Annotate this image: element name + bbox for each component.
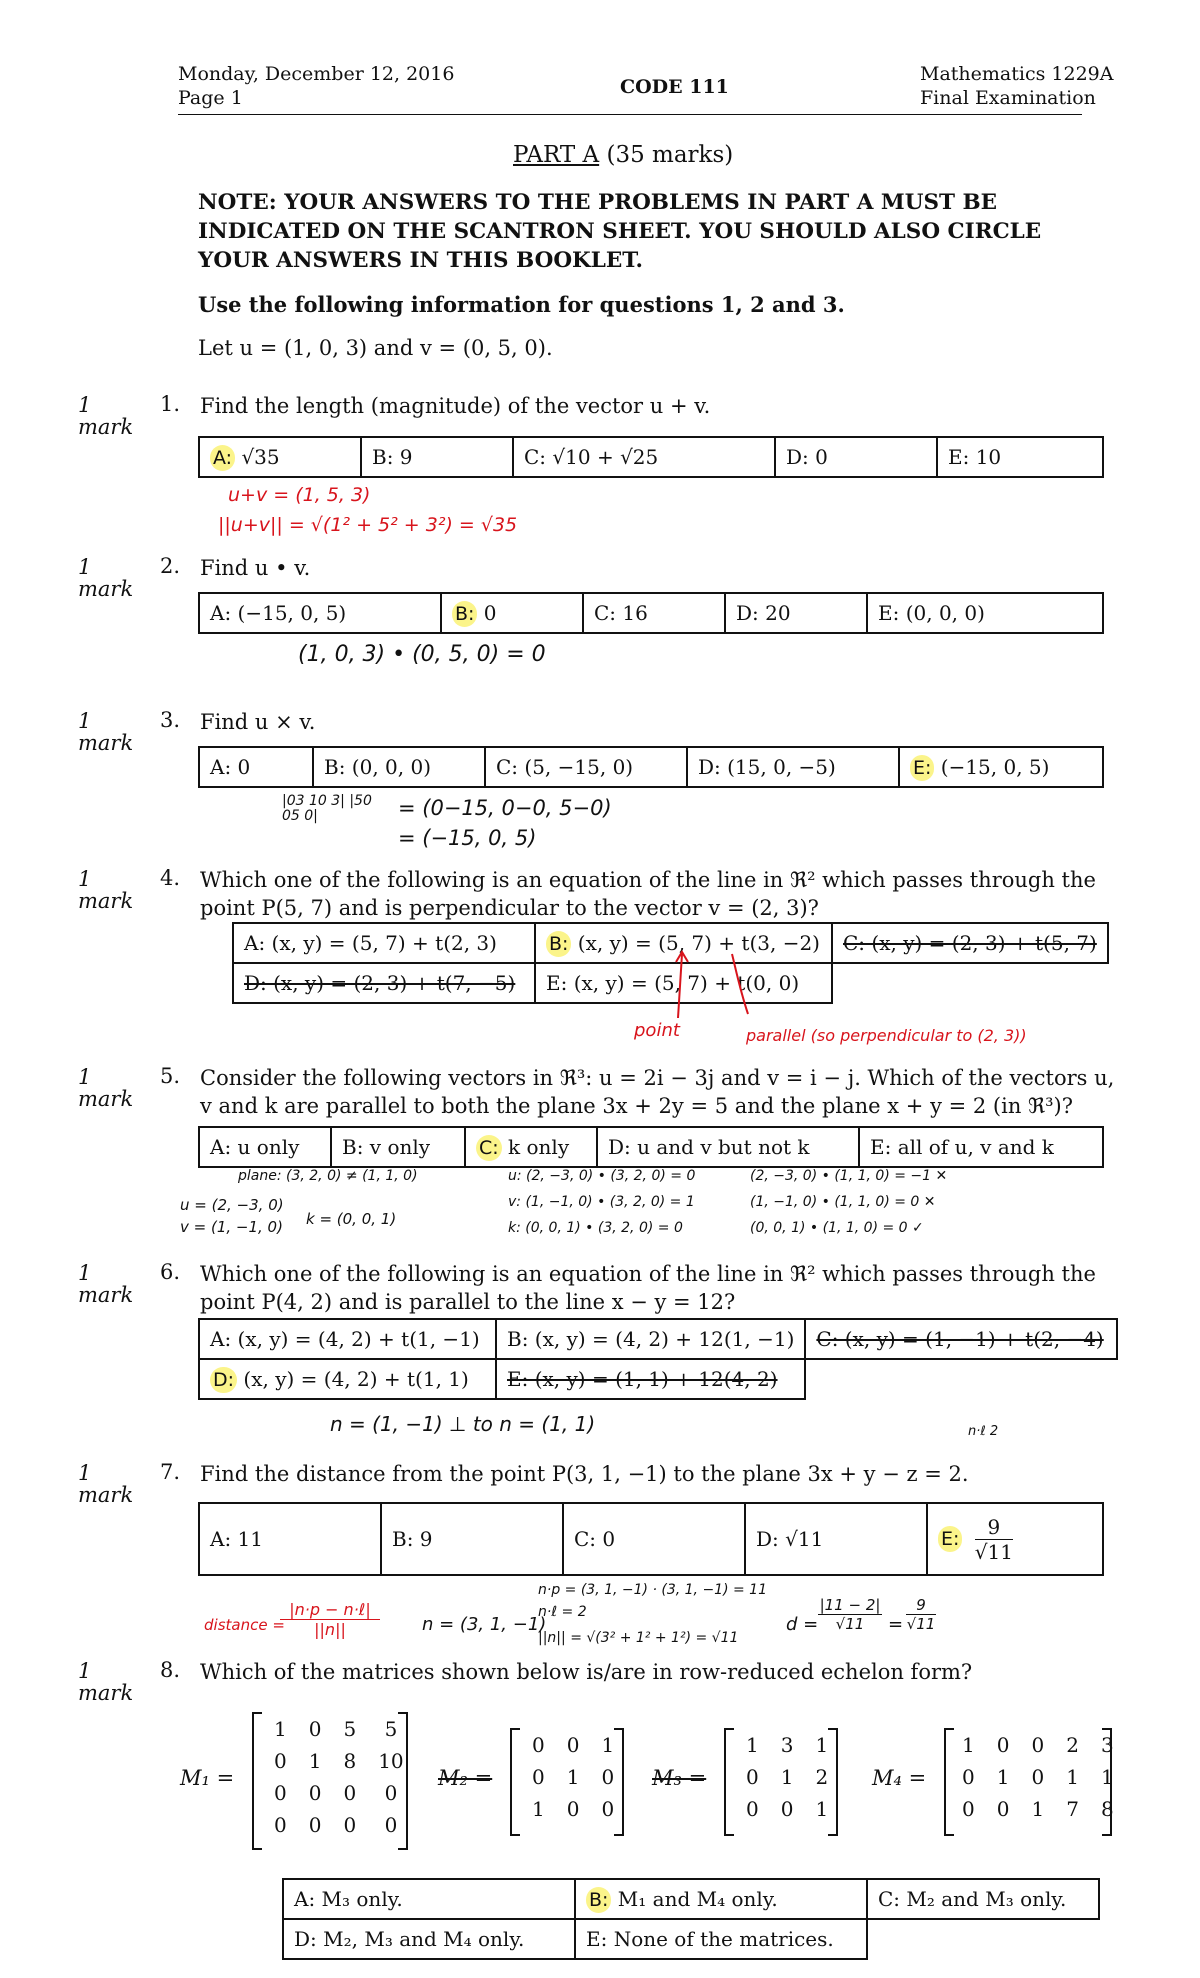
q7-answers xyxy=(198,1502,1104,1576)
m2-matrix xyxy=(520,1728,626,1826)
q7-option-a[interactable]: A: 11 xyxy=(199,1503,381,1575)
m1-cell: 0 xyxy=(384,1781,398,1805)
q7-work-norm: ||n|| = √(3² + 1² + 1²) = √11 xyxy=(538,1630,739,1646)
m2-cell: 1 xyxy=(566,1765,580,1789)
q8-answer-highlight: B: xyxy=(586,1887,611,1913)
m4-right-bracket xyxy=(1102,1728,1112,1836)
q5-mark: 1 mark xyxy=(78,1065,134,1111)
q8-option-d[interactable]: D: M₂, M₃ and M₄ only. xyxy=(283,1919,575,1959)
m1-row xyxy=(264,1810,414,1840)
m3-cell: 0 xyxy=(746,1765,759,1789)
q2-option-d[interactable]: D: 20 xyxy=(725,593,867,633)
m4-cell: 1 xyxy=(1066,1765,1079,1789)
q2-option-b[interactable]: B: 0 xyxy=(441,593,583,633)
m3-cell: 0 xyxy=(746,1797,759,1821)
m3-label: M₃ = xyxy=(652,1766,707,1790)
m1-cell: 0 xyxy=(274,1813,287,1837)
q5-option-b[interactable]: B: v only xyxy=(331,1127,465,1167)
q5-work-planes: plane: (3, 2, 0) ≠ (1, 1, 0) xyxy=(238,1168,418,1184)
q2-mark: 1 mark xyxy=(78,555,134,601)
q1-option-e[interactable]: E: 10 xyxy=(937,437,1103,477)
m1-row xyxy=(264,1746,414,1776)
q6-number: 6. xyxy=(160,1260,181,1284)
q5-answers xyxy=(198,1126,1104,1168)
q1-work-norm: ||u+v|| = √(1² + 5² + 3²) = √35 xyxy=(218,514,518,536)
m3-right-bracket xyxy=(828,1728,838,1836)
m1-cell: 0 xyxy=(343,1781,357,1805)
m2-row xyxy=(522,1794,624,1824)
q2-answer-highlight: B: xyxy=(452,601,477,627)
q7-work-np: n·p = (3, 1, −1) · (3, 1, −1) = 11 xyxy=(538,1582,767,1598)
m3-cell: 1 xyxy=(780,1765,794,1789)
q4-option-a[interactable]: A: (x, y) = (5, 7) + t(2, 3) xyxy=(233,923,535,963)
m1-row xyxy=(264,1778,414,1808)
q7-option-e[interactable] xyxy=(927,1503,1103,1575)
q7-answer-highlight: E: xyxy=(938,1526,962,1552)
q6-option-d[interactable]: D: (x, y) = (4, 2) + t(1, 1) xyxy=(199,1359,496,1399)
header-rule xyxy=(178,114,1082,115)
q4-answer-highlight: B: xyxy=(546,931,571,957)
m3-row xyxy=(736,1730,838,1760)
q6-option-c[interactable]: C: (x, y) = (1, −1) + t(2, −4) xyxy=(805,1319,1117,1359)
m2-cell: 1 xyxy=(532,1797,545,1821)
q5-work-v: v = (1, −1, 0) xyxy=(180,1218,283,1236)
m4-row xyxy=(952,1762,1124,1792)
q7-work-result: 9 √11 xyxy=(906,1596,936,1633)
m2-cell: 0 xyxy=(566,1733,580,1757)
q7-work-equals: = xyxy=(888,1614,904,1635)
q3-option-d[interactable]: D: (15, 0, −5) xyxy=(687,747,899,787)
q3-answers xyxy=(198,746,1104,788)
q2-option-c[interactable]: C: 16 xyxy=(583,593,725,633)
q5-option-d[interactable]: D: u and v but not k xyxy=(597,1127,859,1167)
q3-mark: 1 mark xyxy=(78,709,134,755)
q5-work-u-dot2: (2, −3, 0) • (1, 1, 0) = −1 ✕ xyxy=(750,1168,948,1184)
q6-work: n = (1, −1) ⊥ to n = (1, 1) xyxy=(330,1412,596,1436)
q1-mark: 1 mark xyxy=(78,393,134,439)
q1-text: Find the length (magnitude) of the vector u + v. xyxy=(200,394,711,418)
q5-number: 5. xyxy=(160,1064,181,1088)
q7-work-distance-label: distance = xyxy=(204,1616,285,1634)
m2-left-bracket xyxy=(510,1728,520,1836)
q4-mark: 1 mark xyxy=(78,867,134,913)
m2-cell: 1 xyxy=(601,1733,615,1757)
q4-option-e[interactable]: E: (x, y) = (5, 7) + t(0, 0) xyxy=(535,963,832,1003)
m4-cell: 1 xyxy=(962,1733,975,1757)
q7-work-normal: n = (3, 1, −1) xyxy=(422,1614,547,1635)
m4-cell: 8 xyxy=(1100,1797,1114,1821)
m4-cell: 0 xyxy=(996,1733,1010,1757)
m4-cell: 0 xyxy=(1031,1765,1045,1789)
q8-mark: 1 mark xyxy=(78,1659,134,1705)
m2-right-bracket xyxy=(614,1728,624,1836)
m1-cell: 8 xyxy=(343,1749,357,1773)
m1-cell: 10 xyxy=(378,1749,404,1773)
q4-number: 4. xyxy=(160,866,181,890)
q6-text: Which one of the following is an equation of the line in ℜ² which passes through the point P(4, 2) and is parallel to the line x − y = 12? xyxy=(200,1262,1096,1314)
m2-row xyxy=(522,1762,624,1792)
m2-cell: 0 xyxy=(601,1797,615,1821)
q4-option-c[interactable]: C: (x, y) = (2, 3) + t(5, 7) xyxy=(832,923,1108,963)
header-page: Page 1 xyxy=(178,87,243,109)
q5-option-a[interactable]: A: u only xyxy=(199,1127,331,1167)
part-title-main: PART A xyxy=(513,142,600,168)
m4-cell: 0 xyxy=(962,1797,975,1821)
q5-work-k-dot2: (0, 0, 1) • (1, 1, 0) = 0 ✓ xyxy=(750,1220,924,1236)
m4-cell: 0 xyxy=(962,1765,975,1789)
q7-work-d: d = xyxy=(786,1614,819,1635)
m1-matrix xyxy=(262,1712,416,1842)
q3-option-c[interactable]: C: (5, −15, 0) xyxy=(485,747,687,787)
m4-cell: 1 xyxy=(996,1765,1010,1789)
q1-number: 1. xyxy=(160,392,181,416)
q7-work-d-fraction: |11 − 2| √11 xyxy=(819,1596,881,1633)
q8-number: 8. xyxy=(160,1658,181,1682)
q6-option-e[interactable]: E: (x, y) = (1, 1) + 12(4, 2) xyxy=(496,1359,805,1399)
m1-cell: 0 xyxy=(274,1749,287,1773)
let-line: Let u = (1, 0, 3) and v = (0, 5, 0). xyxy=(198,336,553,360)
part-title xyxy=(513,142,733,168)
m4-row xyxy=(952,1794,1124,1824)
m3-cell: 1 xyxy=(815,1733,829,1757)
q2-answers xyxy=(198,592,1104,634)
q5-option-c[interactable]: C: k only xyxy=(465,1127,597,1167)
m1-cell: 1 xyxy=(308,1749,322,1773)
info-line: Use the following information for questions 1, 2 and 3. xyxy=(198,292,845,317)
q4-note-parallel: parallel (so perpendicular to (2, 3)) xyxy=(746,1026,1027,1045)
q2-option-a[interactable]: A: (−15, 0, 5) xyxy=(199,593,441,633)
m4-cell: 0 xyxy=(996,1797,1010,1821)
m2-row xyxy=(522,1730,624,1760)
q4-annotation-arrows xyxy=(660,950,780,1020)
m4-cell: 1 xyxy=(1031,1797,1045,1821)
q5-text: Consider the following vectors in ℜ³: u = 2i − 3j and v = i − j. Which of the vectors u, v and k are parallel to both the plane 3x + 2y = 5 and the plane x + y = 2 (in ℜ³)? xyxy=(200,1066,1115,1118)
m1-cell: 0 xyxy=(308,1717,322,1741)
m3-row xyxy=(736,1794,838,1824)
m4-cell: 0 xyxy=(1031,1733,1045,1757)
q1-option-c[interactable]: C: √10 + √25 xyxy=(513,437,775,477)
m1-left-bracket xyxy=(252,1712,262,1850)
m4-cell: 1 xyxy=(1100,1765,1114,1789)
q7-number: 7. xyxy=(160,1460,181,1484)
q3-option-b[interactable]: B: (0, 0, 0) xyxy=(313,747,485,787)
m2-cell: 0 xyxy=(532,1765,545,1789)
m2-cell: 0 xyxy=(532,1733,545,1757)
q1-option-a[interactable]: A: √35 xyxy=(199,437,361,477)
m3-left-bracket xyxy=(724,1728,734,1836)
m1-cell: 0 xyxy=(274,1781,287,1805)
q5-answer-highlight: C: xyxy=(476,1135,502,1161)
q3-option-a[interactable]: A: 0 xyxy=(199,747,313,787)
m3-row xyxy=(736,1762,838,1792)
q7-work-nl: n·ℓ = 2 xyxy=(538,1604,587,1620)
m4-cell: 7 xyxy=(1066,1797,1079,1821)
header-exam: Final Examination xyxy=(920,87,1096,109)
q6-option-a[interactable]: A: (x, y) = (4, 2) + t(1, −1) xyxy=(199,1319,496,1359)
m1-row xyxy=(264,1714,414,1744)
q7-option-d[interactable]: D: √11 xyxy=(745,1503,927,1575)
m3-matrix xyxy=(734,1728,840,1826)
q7-text: Find the distance from the point P(3, 1, −1) to the plane 3x + y − z = 2. xyxy=(200,1462,969,1486)
q6-option-b[interactable]: B: (x, y) = (4, 2) + 12(1, −1) xyxy=(496,1319,805,1359)
q3-work-determinant: |03 10 3| |50 05 0| xyxy=(282,793,372,824)
q7-work-distance-formula: |n·p − n·ℓ| ||n|| xyxy=(280,1600,380,1639)
q8-text: Which of the matrices shown below is/are in row-reduced echelon form? xyxy=(200,1660,973,1684)
q1-option-b[interactable]: B: 9 xyxy=(361,437,513,477)
m1-cell: 5 xyxy=(384,1717,398,1741)
q8-option-e[interactable]: E: None of the matrices. xyxy=(575,1919,867,1959)
q7-mark: 1 mark xyxy=(78,1461,134,1507)
m3-cell: 2 xyxy=(815,1765,829,1789)
m1-cell: 0 xyxy=(343,1813,357,1837)
m3-cell: 1 xyxy=(815,1797,829,1821)
q2-work: (1, 0, 3) • (0, 5, 0) = 0 xyxy=(298,642,546,667)
q1-answers xyxy=(198,436,1104,478)
m2-label: M₂ = xyxy=(438,1766,493,1790)
q8-option-a[interactable]: A: M₃ only. xyxy=(283,1879,575,1919)
m3-cell: 3 xyxy=(780,1733,794,1757)
m3-cell: 0 xyxy=(780,1797,794,1821)
q1-answer-highlight: A: xyxy=(210,445,235,471)
q2-text: Find u • v. xyxy=(200,556,311,580)
q8-answers xyxy=(282,1878,1100,1960)
q7-option-b[interactable]: B: 9 xyxy=(381,1503,563,1575)
q5-work-k: k = (0, 0, 1) xyxy=(306,1210,397,1228)
header-course: Mathematics 1229A xyxy=(920,63,1114,85)
m1-cell: 5 xyxy=(343,1717,357,1741)
q4-option-d[interactable]: D: (x, y) = (2, 3) + t(7, −5) xyxy=(233,963,535,1003)
m1-cell: 0 xyxy=(308,1781,322,1805)
part-note: NOTE: YOUR ANSWERS TO THE PROBLEMS IN PART A MUST BE INDICATED ON THE SCANTRON SHEET. YOU SHOULD ALSO CIRCLE YOUR ANSWERS IN THIS BOOKLET. xyxy=(198,190,1042,273)
q4-note-point: point xyxy=(634,1020,680,1041)
header-code: CODE 111 xyxy=(620,76,729,98)
q8-option-b[interactable]: B: M₁ and M₄ only. xyxy=(575,1879,867,1919)
m4-row xyxy=(952,1730,1124,1760)
q7-option-e-fraction: $\frac{9}{√11}$ xyxy=(974,1514,1013,1564)
q5-work-v-dot1: v: (1, −1, 0) • (3, 2, 0) = 1 xyxy=(508,1194,695,1210)
q6-side-note: n·ℓ 2 xyxy=(968,1424,999,1439)
m2-cell: 0 xyxy=(566,1797,580,1821)
m4-cell: 3 xyxy=(1100,1733,1114,1757)
q5-work-u: u = (2, −3, 0) xyxy=(180,1196,284,1214)
q4-text: Which one of the following is an equation of the line in ℜ² which passes through the point P(5, 7) and is perpendicular to the vector v = (2, 3)? xyxy=(200,868,1096,920)
q3-work-result: = (−15, 0, 5) xyxy=(398,826,537,850)
q7-option-c[interactable]: C: 0 xyxy=(563,1503,745,1575)
m4-label: M₄ = xyxy=(872,1766,927,1790)
m3-cell: 1 xyxy=(746,1733,759,1757)
m4-matrix xyxy=(950,1728,1126,1826)
q6-mark: 1 mark xyxy=(78,1261,134,1307)
m1-cell: 1 xyxy=(274,1717,287,1741)
q6-answers xyxy=(198,1318,1118,1400)
q1-option-d[interactable]: D: 0 xyxy=(775,437,937,477)
q5-work-k-dot1: k: (0, 0, 1) • (3, 2, 0) = 0 xyxy=(508,1220,683,1236)
q2-option-e[interactable]: E: (0, 0, 0) xyxy=(867,593,1103,633)
q3-number: 3. xyxy=(160,708,181,732)
m1-cell: 0 xyxy=(308,1813,322,1837)
q1-work-sum: u+v = (1, 5, 3) xyxy=(228,484,371,506)
m4-cell: 2 xyxy=(1066,1733,1079,1757)
q5-work-u-dot1: u: (2, −3, 0) • (3, 2, 0) = 0 xyxy=(508,1168,696,1184)
q3-text: Find u × v. xyxy=(200,710,316,734)
q3-option-e[interactable]: E: (−15, 0, 5) xyxy=(899,747,1103,787)
q4-option-b[interactable]: B: (x, y) = (5, 7) + t(3, −2) xyxy=(535,923,832,963)
q3-answer-highlight: E: xyxy=(910,755,934,781)
q6-answer-highlight: D: xyxy=(210,1367,237,1393)
q5-work-v-dot2: (1, −1, 0) • (1, 1, 0) = 0 ✕ xyxy=(750,1194,936,1210)
q8-option-c[interactable]: C: M₂ and M₃ only. xyxy=(867,1879,1099,1919)
q2-number: 2. xyxy=(160,554,181,578)
m1-label: M₁ = xyxy=(180,1766,235,1790)
header-date: Monday, December 12, 2016 xyxy=(178,63,455,85)
part-title-marks: (35 marks) xyxy=(606,142,734,168)
q5-option-e[interactable]: E: all of u, v and k xyxy=(859,1127,1103,1167)
m2-cell: 0 xyxy=(601,1765,615,1789)
m1-cell: 0 xyxy=(384,1813,398,1837)
q3-work-expansion: = (0−15, 0−0, 5−0) xyxy=(398,796,612,820)
m1-right-bracket xyxy=(398,1712,408,1850)
